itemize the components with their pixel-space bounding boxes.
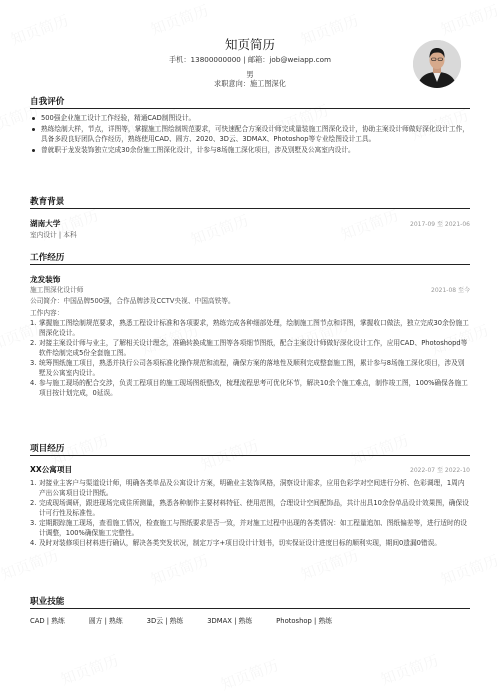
list-item bbox=[30, 538, 470, 548]
project-row bbox=[30, 464, 470, 476]
self-evaluation-section bbox=[30, 96, 470, 156]
skill-item: CAD | 熟练 bbox=[30, 617, 65, 625]
skills-list bbox=[30, 617, 470, 627]
list-item: 500强企业施工设计工作经验，精通CAD制图设计。 bbox=[30, 113, 470, 123]
work-duties-list bbox=[30, 318, 470, 398]
item-number: 2. bbox=[30, 498, 37, 507]
project-name: XX公寓项目 bbox=[30, 465, 73, 474]
item-number: 3. bbox=[30, 358, 37, 367]
list-item bbox=[30, 358, 470, 378]
list-item bbox=[30, 338, 470, 358]
list-item: 熟练绘制大样，节点，详图等，掌握施工图绘制规范要求，可快速配合方案设计师完成量装施工图深化设计，协助主案设计师做好深化设计工作，具备多段良好团队合作经历，熟练使用CAD、圆方、2020、3D云、3DMAX、Photoshop等专业绘图设计工具。 bbox=[30, 124, 470, 144]
work-content-label: 工作内容： bbox=[30, 308, 64, 317]
item-text: 掌握施工图绘制规范要求，熟悉工程设计标准和各项要求，熟练完成各种细部处理，绘制施工图节点和详图，掌握收口做法，独立完成30余份施工图深化设计。 bbox=[39, 318, 469, 337]
item-text: 对接业主客户与渠道设计师，明确各类单品及公寓设计方案，明确业主装饰风格，洞察设计需求，应用色彩学对空间进行分析、色彩调理，1周内产出公寓项目设计图纸。 bbox=[39, 478, 465, 497]
watermark-text bbox=[0, 545, 62, 586]
item-text: 参与施工现场的配合交涉，负责工程项目的施工现场图纸整改，梳理流程思考可优化环节，解决10余个施工难点，制作竣工图，100%确保各施工项目按计划完成，0延误。 bbox=[39, 378, 468, 397]
list-item bbox=[30, 518, 470, 538]
gender: 男 bbox=[246, 70, 254, 79]
skill-item: 3D云 | 熟练 bbox=[146, 617, 184, 625]
candidate-name: 知页简历 bbox=[224, 37, 275, 52]
list-item bbox=[30, 318, 470, 338]
watermark-text bbox=[298, 545, 362, 586]
item-number: 1. bbox=[30, 318, 37, 327]
item-text: 对接主案设计师与业主，了解相关设计理念，准确转换成施工图等各项细节图纸，配合主案设计师做好深化设计工作，应用CAD、Photoshopd等软件绘制完成5份全套施工图。 bbox=[39, 338, 468, 357]
item-number: 1. bbox=[30, 478, 37, 487]
project-date: 2022-07 至 2022-10 bbox=[410, 467, 470, 474]
skill-item: 3DMAX | 熟练 bbox=[207, 617, 253, 625]
job-intent: 求职意向：施工图深化 bbox=[214, 79, 286, 88]
self-evaluation-title: 自我评价 bbox=[30, 96, 470, 109]
education-title: 教育背景 bbox=[30, 196, 470, 209]
list-item bbox=[30, 498, 470, 518]
item-number: 4. bbox=[30, 538, 37, 547]
avatar-photo bbox=[413, 40, 461, 88]
work-date: 2021-08 至今 bbox=[431, 287, 470, 294]
item-text: 统筹图纸施工项目，熟悉并执行公司各项标准化操作规范和流程，确保方案的落地性及顺利完成整套施工图，累计参与8场施工深化项目，涉及别墅及公寓室内设计。 bbox=[39, 358, 465, 377]
watermark-text bbox=[438, 550, 500, 591]
work-section bbox=[30, 252, 470, 398]
item-number: 2. bbox=[30, 338, 37, 347]
watermark-text bbox=[218, 655, 282, 693]
resume-header bbox=[0, 0, 500, 96]
skills-title: 职业技能 bbox=[30, 596, 470, 609]
company-name: 龙发装饰 bbox=[30, 275, 61, 284]
skill-item: Photoshop | 熟练 bbox=[276, 617, 333, 625]
avatar bbox=[413, 40, 461, 88]
education-major: 室内设计 | 本科 bbox=[30, 230, 77, 239]
skills-section bbox=[30, 596, 470, 627]
project-title: 项目经历 bbox=[30, 443, 470, 456]
company-intro: 公司简介：中国品牌500强，合作品牌涉及CCTV央视、中国高铁等。 bbox=[30, 296, 235, 305]
work-title: 工作经历 bbox=[30, 252, 470, 265]
list-item: 曾就职于龙发装饰独立完成30余份施工图深化设计，计参与8场施工深化项目，涉及别墅及公寓室内设计。 bbox=[30, 145, 470, 155]
watermark-text bbox=[148, 550, 212, 591]
item-text: 及时对装修项目材料进行确认，解决各类突发状况，制定万字+项目设计计划书，切实保证设计进度目标的顺利实现，期间0遗漏0错误。 bbox=[39, 538, 441, 547]
watermark-text bbox=[378, 650, 442, 691]
skill-item: 圆方 | 熟练 bbox=[88, 617, 123, 625]
watermark-text bbox=[58, 650, 122, 691]
position: 施工图深化设计师 bbox=[30, 286, 84, 294]
list-item bbox=[30, 478, 470, 498]
education-section bbox=[30, 196, 470, 240]
self-evaluation-list bbox=[30, 113, 470, 155]
item-text: 定期跟踪施工现场，查看施工情况，检查施工与图纸要求是否一致，并对施工过程中出现的各类情况：如工程量追加、图纸偏差等，进行适时的设计调整，100%确保施工完整性。 bbox=[39, 518, 467, 537]
work-position-row bbox=[30, 285, 470, 296]
school-name: 湖南大学 bbox=[30, 219, 61, 228]
list-item bbox=[30, 378, 470, 398]
contact-info: 手机：13800000000 | 邮箱：job@weiapp.com bbox=[168, 55, 332, 64]
project-section bbox=[30, 443, 470, 548]
education-date: 2017-09 至 2021-06 bbox=[410, 221, 470, 228]
item-number: 3. bbox=[30, 518, 37, 527]
item-text: 完成现场调研，跟进现场完成住所测量，熟悉各种制作主要材料特征、使用范围，合理设计空间配饰品，共计出具10余份单品设计效果图，确保设计可行性及标准性。 bbox=[39, 498, 469, 517]
item-number: 4. bbox=[30, 378, 37, 387]
education-row bbox=[30, 218, 470, 230]
project-duties-list bbox=[30, 478, 470, 548]
